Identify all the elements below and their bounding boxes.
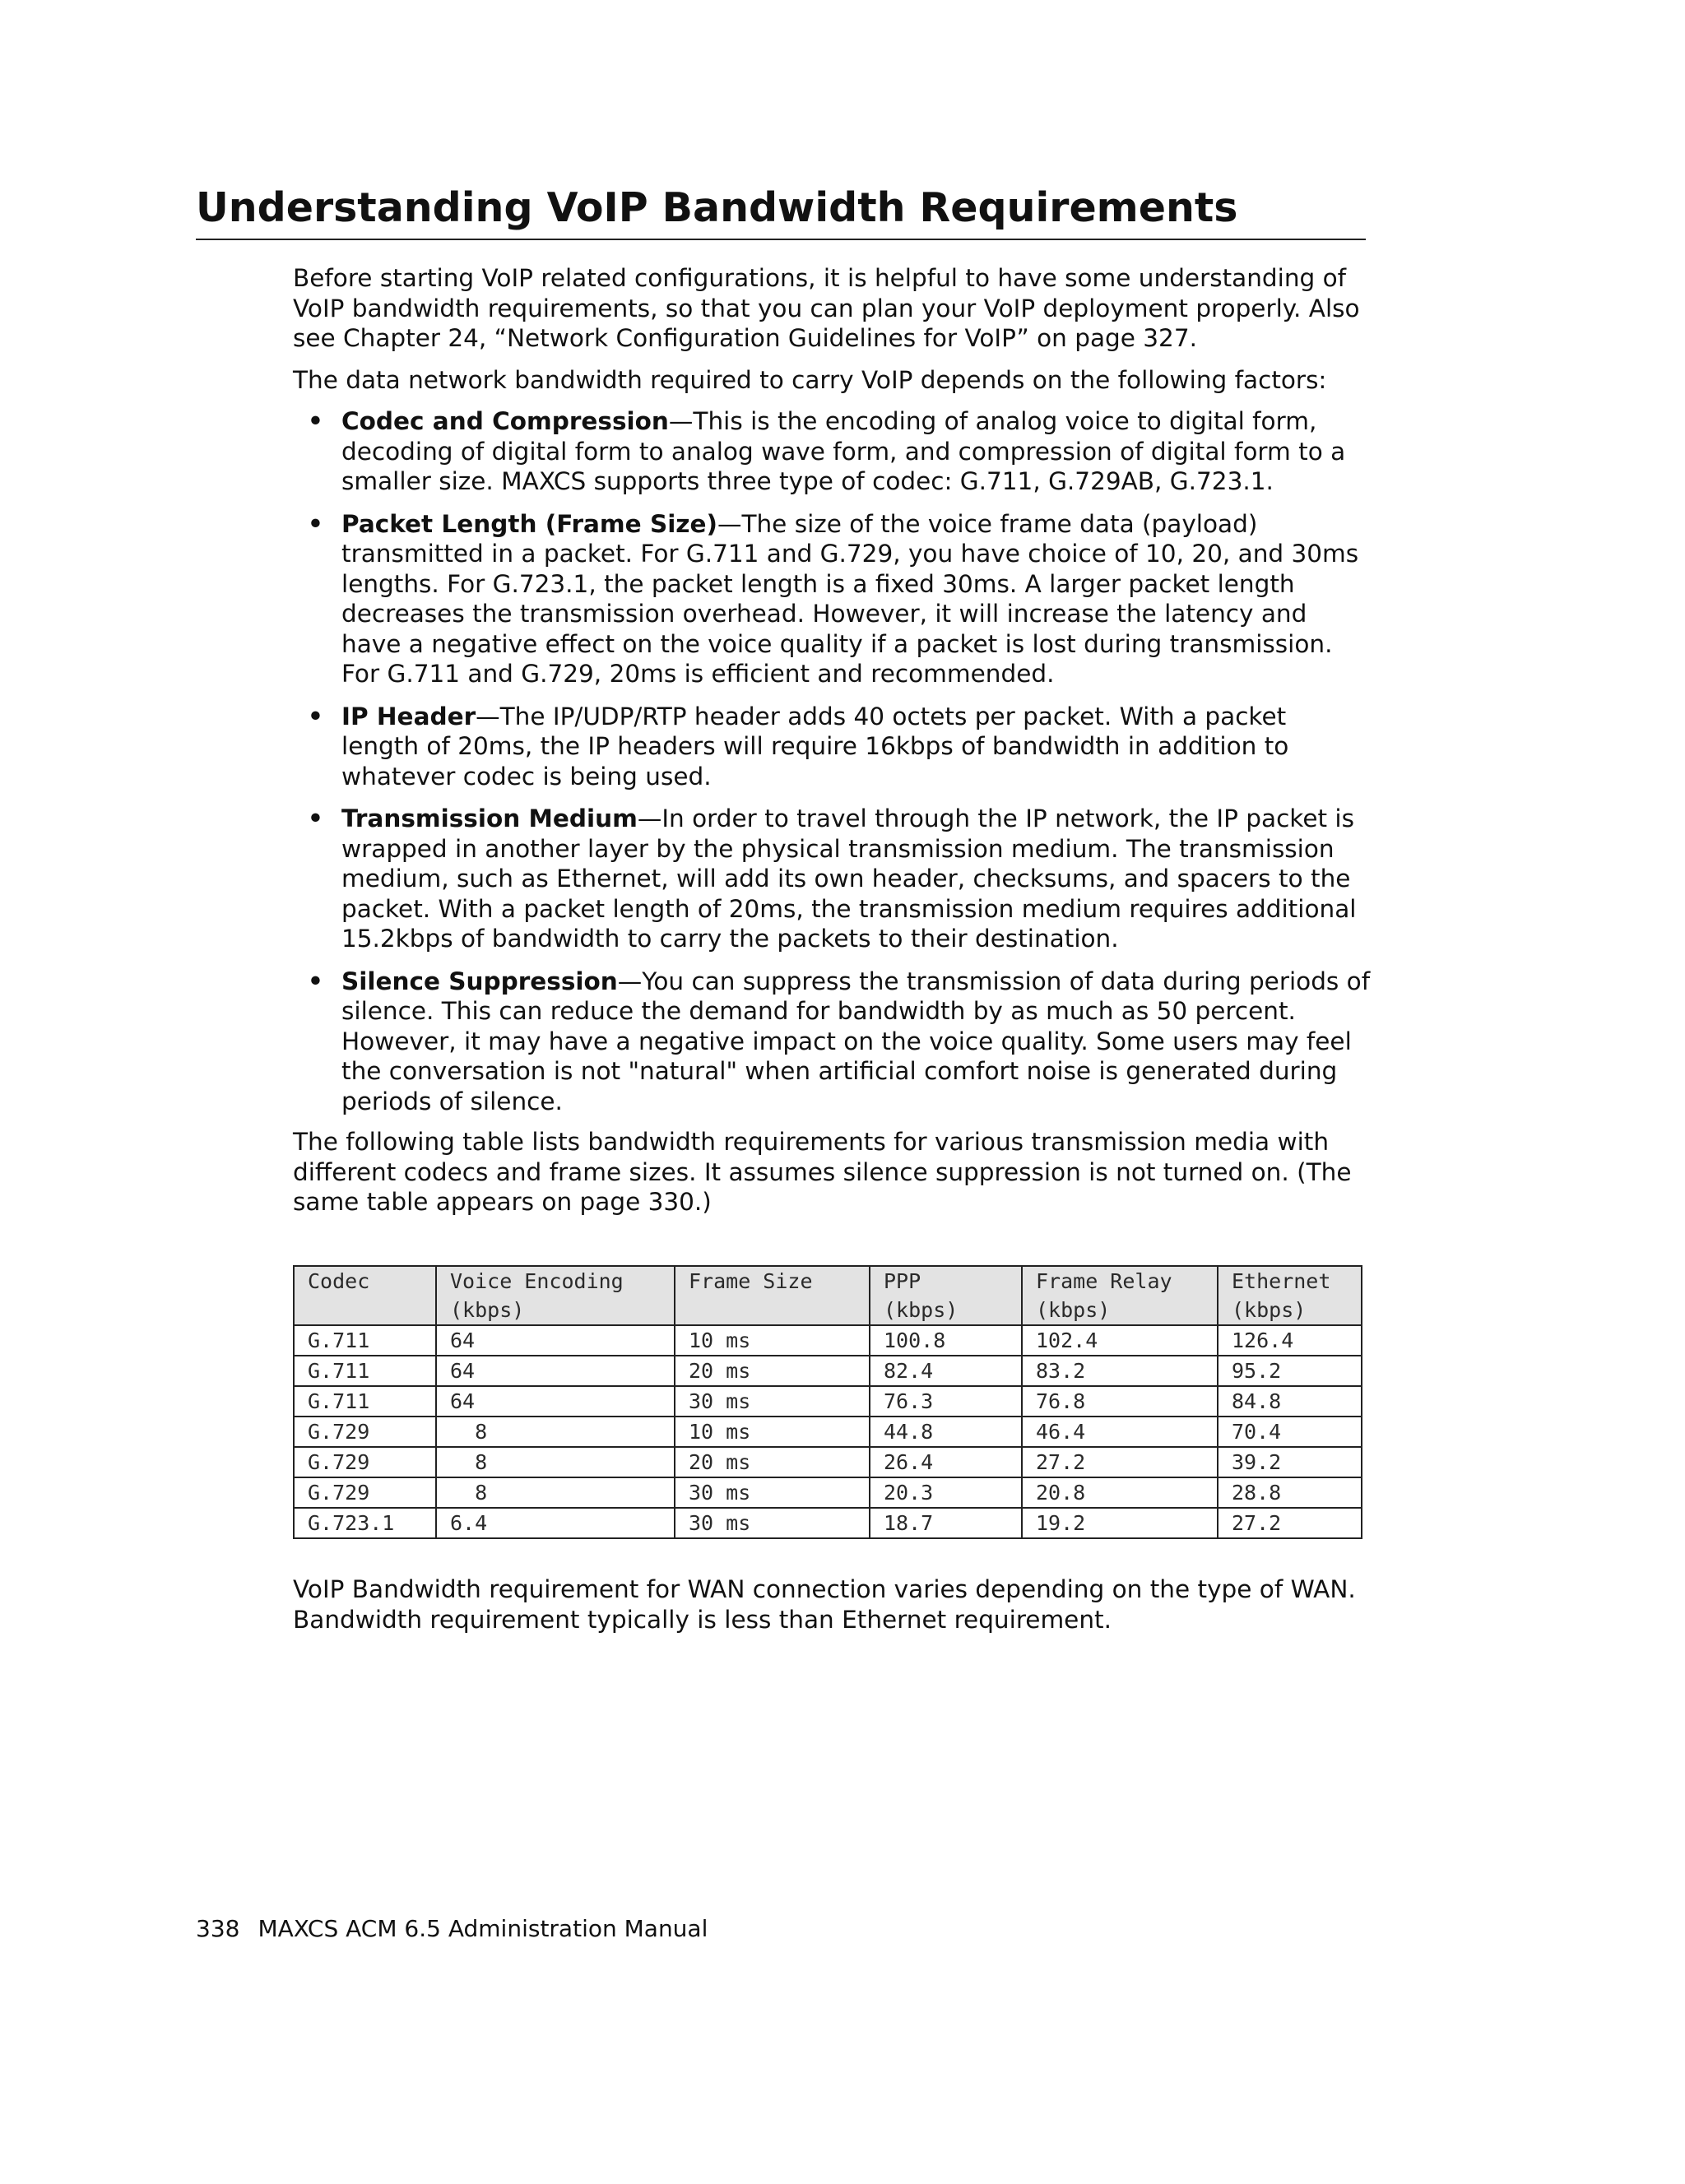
factor-term: Silence Suppression	[341, 967, 618, 995]
cell-frame-size: 20 ms	[675, 1356, 870, 1386]
intro-paragraph: Before starting VoIP related configurations, it is helpful to have some understanding of VoIP bandwidth requirements, so that you can plan your VoIP deployment properly. Also see Chapter 24, “Network Configuration Guidelines for VoIP” on page 327.	[293, 264, 1360, 352]
cell-ethernet: 28.8	[1218, 1477, 1362, 1508]
cell-ppp: 26.4	[870, 1447, 1022, 1477]
cell-ppp: 76.3	[870, 1386, 1022, 1417]
cell-voice-encoding: 64	[436, 1386, 675, 1417]
bandwidth-table	[293, 1265, 1362, 1539]
cell-codec: G.729	[294, 1417, 436, 1447]
factor-item-silence-suppression	[293, 967, 1371, 1117]
factor-term: IP Header	[341, 702, 476, 730]
heading-rule	[196, 239, 1366, 240]
closing-paragraph: VoIP Bandwidth requirement for WAN connection varies depending on the type of WAN. Bandwidth requirement typically is less than Ethernet requirement.	[293, 1575, 1356, 1634]
factor-description: —This is the encoding of analog voice to digital form, decoding of digital form to analog wave form, and compression of digital form to a smaller size. MAXCS supports three type of codec: G.711, G.729AB, G.723.1.	[341, 407, 1346, 495]
page-number: 338	[196, 1915, 240, 1942]
cell-ppp: 82.4	[870, 1356, 1022, 1386]
factor-item-codec	[293, 406, 1371, 497]
cell-frame-size: 10 ms	[675, 1325, 870, 1356]
table-intro-paragraph: The following table lists bandwidth requirements for various transmission media with different codecs and frame sizes. It assumes silence suppression is not turned on. (The same table appears on page 330.)	[293, 1128, 1352, 1216]
section-body	[293, 263, 1371, 1229]
factor-description: —You can suppress the transmission of data during periods of silence. This can reduce the demand for bandwidth by as much as 50 percent. However, it may have a negative impact on the voice quality. Some users may feel the conversation is not "natural" when artificial comfort noise is generated during periods of silence.	[341, 967, 1371, 1115]
factor-description: —The size of the voice frame data (payload) transmitted in a packet. For G.711 and G.729, you have choice of 10, 20, and 30ms lengths. For G.723.1, the packet length is a fixed 30ms. A larger packet length decreases the transmission overhead. However, it will increase the latency and have a negative effect on the voice quality if a packet is lost during transmission. For G.711 and G.729, 20ms is efficient and recommended.	[341, 509, 1359, 688]
bullet-icon: •	[308, 805, 323, 832]
table-row	[294, 1508, 1362, 1538]
bullet-icon: •	[308, 509, 323, 538]
cell-codec: G.729	[294, 1447, 436, 1477]
column-header-frame-relay: Frame Relay (kbps)	[1022, 1266, 1218, 1325]
table-row	[294, 1356, 1362, 1386]
cell-ppp: 44.8	[870, 1417, 1022, 1447]
cell-codec: G.711	[294, 1386, 436, 1417]
table-header-row	[294, 1266, 1362, 1325]
cell-frame-size: 30 ms	[675, 1477, 870, 1508]
column-header-ppp: PPP (kbps)	[870, 1266, 1022, 1325]
table-row	[294, 1417, 1362, 1447]
bullet-icon: •	[308, 407, 323, 435]
cell-frame-relay: 76.8	[1022, 1386, 1218, 1417]
table-row	[294, 1447, 1362, 1477]
factor-term: Codec and Compression	[341, 407, 669, 435]
column-header-ethernet: Ethernet (kbps)	[1218, 1266, 1362, 1325]
cell-ppp: 100.8	[870, 1325, 1022, 1356]
page-footer	[196, 1914, 708, 1944]
factor-item-ip-header	[293, 702, 1371, 792]
factor-item-packet-length	[293, 509, 1371, 689]
table-row	[294, 1386, 1362, 1417]
factors-lead-in: The data network bandwidth required to carry VoIP depends on the following factors:	[293, 365, 1327, 394]
cell-codec: G.711	[294, 1356, 436, 1386]
cell-frame-relay: 19.2	[1022, 1508, 1218, 1538]
cell-ethernet: 27.2	[1218, 1508, 1362, 1538]
bullet-icon: •	[308, 702, 323, 730]
cell-ethernet: 39.2	[1218, 1447, 1362, 1477]
cell-frame-relay: 27.2	[1022, 1447, 1218, 1477]
cell-voice-encoding: 6.4	[436, 1508, 675, 1538]
cell-ethernet: 95.2	[1218, 1356, 1362, 1386]
cell-voice-encoding: 64	[436, 1356, 675, 1386]
cell-frame-size: 20 ms	[675, 1447, 870, 1477]
cell-voice-encoding: 8	[436, 1417, 675, 1447]
cell-ethernet: 126.4	[1218, 1325, 1362, 1356]
section-heading: Understanding VoIP Bandwidth Requirements	[196, 184, 1238, 231]
manual-title: MAXCS ACM 6.5 Administration Manual	[258, 1915, 708, 1942]
factor-description: —The IP/UDP/RTP header adds 40 octets per packet. With a packet length of 20ms, the IP headers will require 16kbps of bandwidth in addition to whatever codec is being used.	[341, 702, 1289, 791]
factor-item-transmission-medium	[293, 804, 1371, 954]
column-header-frame-size: Frame Size	[675, 1266, 870, 1325]
cell-voice-encoding: 8	[436, 1447, 675, 1477]
cell-ethernet: 84.8	[1218, 1386, 1362, 1417]
cell-ethernet: 70.4	[1218, 1417, 1362, 1447]
cell-codec: G.729	[294, 1477, 436, 1508]
cell-frame-size: 30 ms	[675, 1508, 870, 1538]
bullet-icon: •	[308, 967, 323, 995]
cell-frame-relay: 46.4	[1022, 1417, 1218, 1447]
cell-frame-relay: 83.2	[1022, 1356, 1218, 1386]
cell-ppp: 20.3	[870, 1477, 1022, 1508]
factors-list	[293, 406, 1371, 1116]
column-header-voice-encoding: Voice Encoding (kbps)	[436, 1266, 675, 1325]
factor-term: Transmission Medium	[341, 805, 638, 832]
cell-frame-size: 30 ms	[675, 1386, 870, 1417]
table-row	[294, 1325, 1362, 1356]
cell-frame-relay: 20.8	[1022, 1477, 1218, 1508]
cell-voice-encoding: 8	[436, 1477, 675, 1508]
cell-frame-relay: 102.4	[1022, 1325, 1218, 1356]
cell-codec: G.711	[294, 1325, 436, 1356]
cell-voice-encoding: 64	[436, 1325, 675, 1356]
table-row	[294, 1477, 1362, 1508]
cell-codec: G.723.1	[294, 1508, 436, 1538]
cell-frame-size: 10 ms	[675, 1417, 870, 1447]
factor-term: Packet Length (Frame Size)	[341, 509, 717, 538]
column-header-codec: Codec	[294, 1266, 436, 1325]
cell-ppp: 18.7	[870, 1508, 1022, 1538]
factor-description: —In order to travel through the IP network, the IP packet is wrapped in another layer by the physical transmission medium. The transmission medium, such as Ethernet, will add its own header, checksums, and spacers to the packet. With a packet length of 20ms, the transmission medium requires additional 15.2kbps of bandwidth to carry the packets to their destination.	[341, 805, 1357, 953]
